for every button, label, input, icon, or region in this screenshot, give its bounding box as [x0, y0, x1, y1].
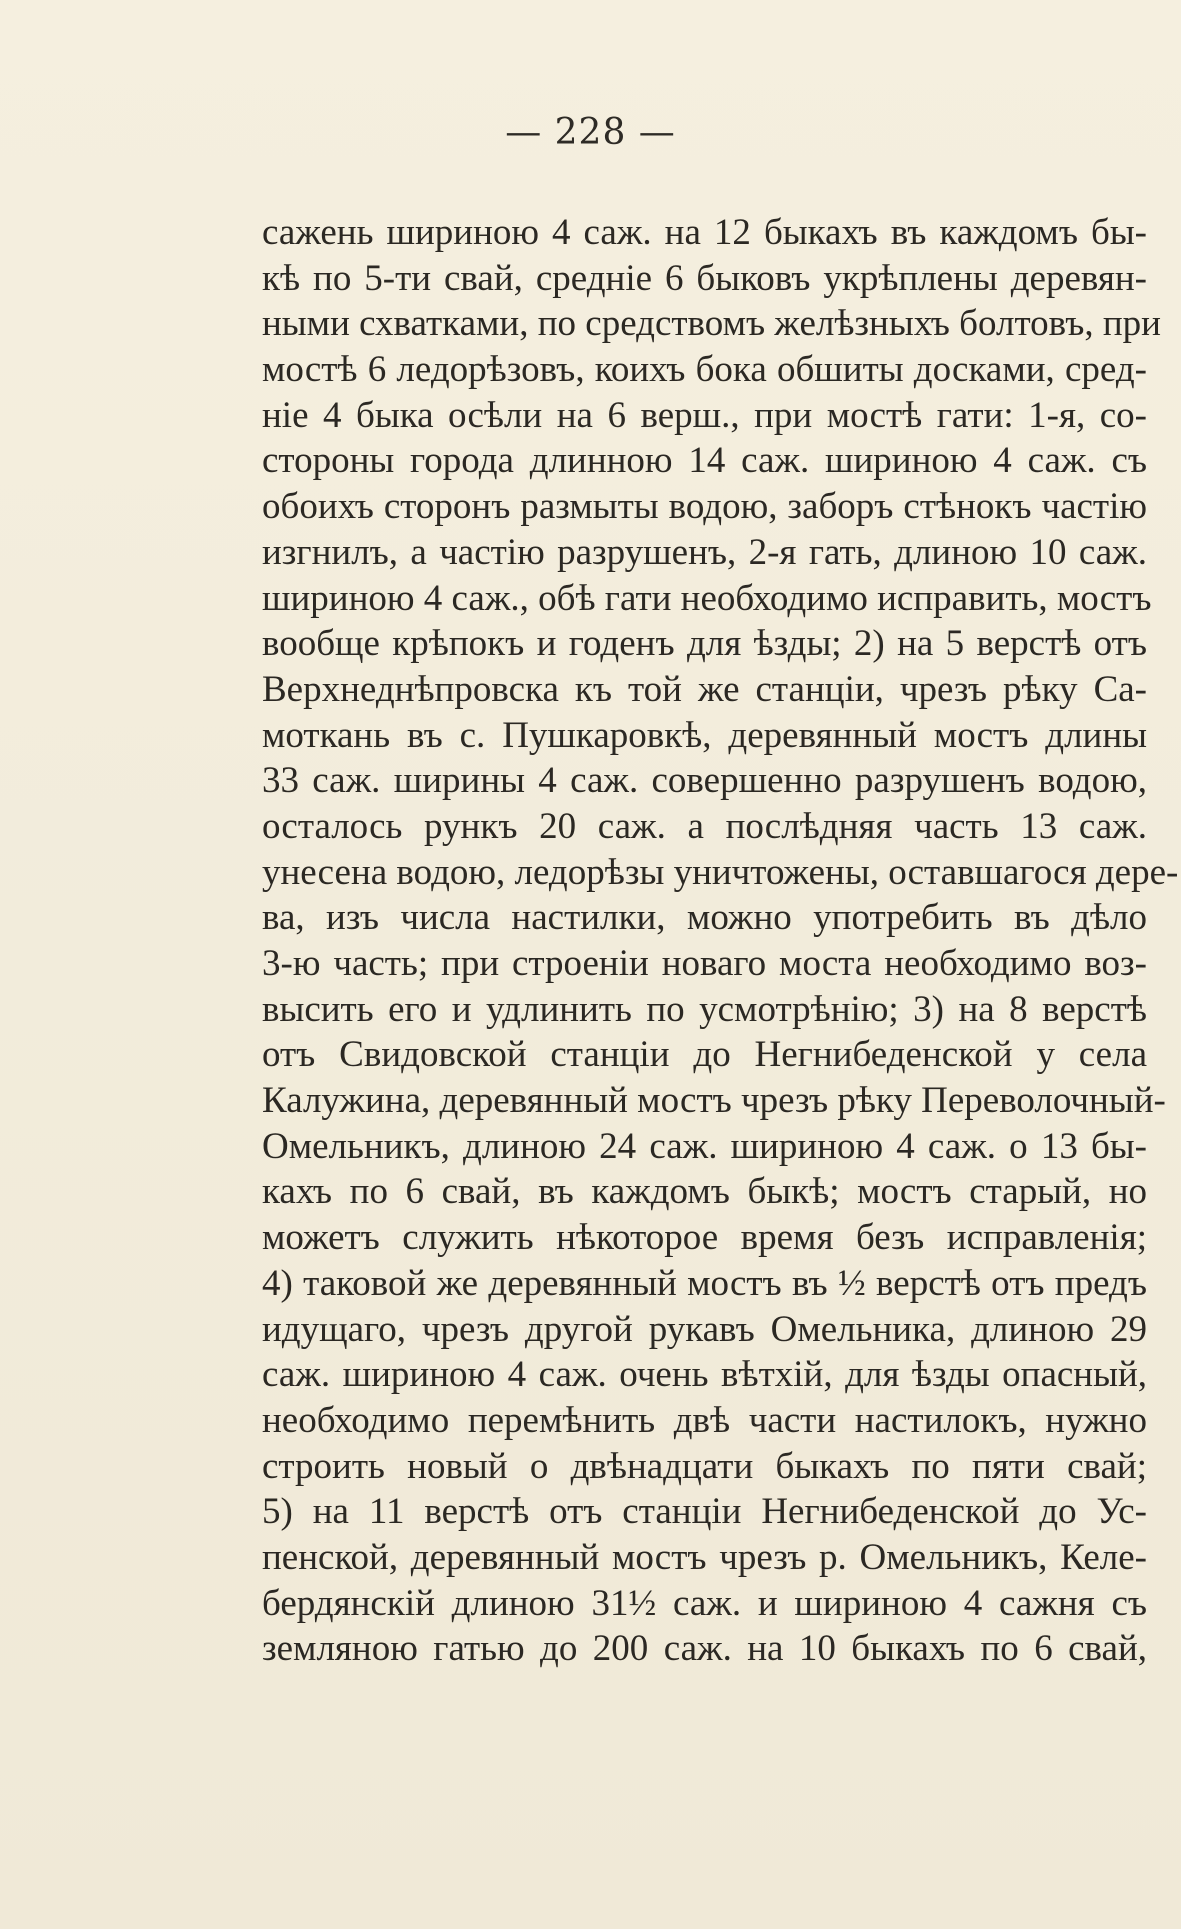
text-line: изгнилъ, а частію разрушенъ, 2-я гать, длиною 10 саж.: [262, 531, 1147, 573]
text-line: пенской, деревянный мостъ чрезъ р. Омельникъ, Келе-: [262, 1536, 1147, 1578]
text-line: высить его и удлинить по усмотрѣнію; 3) на 8 верстѣ: [262, 988, 1147, 1030]
text-line: ніе 4 быка осѣли на 6 верш., при мостѣ гати: 1-я, со-: [262, 394, 1147, 436]
text-line: 4) таковой же деревянный мостъ въ ½ верстѣ отъ предъ: [262, 1262, 1147, 1304]
text-line: шириною 4 саж., обѣ гати необходимо исправить, мостъ: [262, 577, 1152, 619]
body-text: [262, 210, 1179, 1672]
text-line: кѣ по 5-ти свай, средніе 6 быковъ укрѣплены деревян-: [262, 257, 1147, 299]
text-line: сажень шириною 4 саж. на 12 быкахъ въ каждомъ бы-: [262, 212, 1147, 253]
text-line: Верхнеднѣпровска къ той же станціи, чрезъ рѣку Са-: [262, 668, 1147, 710]
text-line: ва, изъ числа настилки, можно употребить въ дѣло: [262, 897, 1147, 939]
text-line: обоихъ сторонъ размыты водою, заборъ стѣнокъ частію: [262, 486, 1147, 528]
text-line: отъ Свидовской станціи до Негнибеденской у села: [262, 1034, 1147, 1076]
text-line: необходимо перемѣнить двѣ части настилокъ, нужно: [262, 1399, 1147, 1441]
text-line: кахъ по 6 свай, въ каждомъ быкѣ; мостъ старый, но: [262, 1171, 1147, 1213]
text-line: вообще крѣпокъ и годенъ для ѣзды; 2) на 5 верстѣ отъ: [262, 623, 1147, 665]
text-line: земляною гатью до 200 саж. на 10 быкахъ по 6 свай,: [262, 1628, 1147, 1670]
text-line: можетъ служить нѣкоторое время безъ исправленія;: [262, 1217, 1147, 1259]
text-line: идущаго, чрезъ другой рукавъ Омельника, длиною 29: [262, 1308, 1147, 1350]
text-line: Омельникъ, длиною 24 саж. шириною 4 саж. о 13 бы-: [262, 1125, 1147, 1167]
text-line: Калужина, деревянный мостъ чрезъ рѣку Переволочный-: [262, 1080, 1166, 1122]
text-line: 3-ю часть; при строеніи новаго моста необходимо воз-: [262, 943, 1147, 984]
text-line: мостѣ 6 ледорѣзовъ, коихъ бока обшиты досками, сред-: [262, 349, 1147, 391]
text-line: 5) на 11 верстѣ отъ станціи Негнибеденской до Ус-: [262, 1491, 1147, 1533]
text-line: стороны города длинною 14 саж. шириною 4 саж. съ: [262, 440, 1147, 482]
text-line: бердянскій длиною 31½ саж. и шириною 4 сажня съ: [262, 1582, 1147, 1624]
text-line: 33 саж. ширины 4 саж. совершенно разрушенъ водою,: [262, 760, 1147, 802]
page-number: — 228 —: [505, 112, 676, 153]
text-line: моткань въ с. Пушкаровкѣ, деревянный мостъ длины: [262, 714, 1147, 756]
text-line: саж. шириною 4 саж. очень вѣтхій, для ѣзды опасный,: [262, 1354, 1147, 1396]
text-line: строить новый о двѣнадцати быкахъ по пяти свай;: [262, 1445, 1147, 1487]
text-line: унесена водою, ледорѣзы уничтожены, оставшагося дере-: [262, 851, 1179, 893]
text-line: осталось рункъ 20 саж. а послѣдняя часть 13 саж.: [262, 805, 1147, 847]
text-line: ными схватками, по средствомъ желѣзныхъ болтовъ, при: [262, 303, 1161, 345]
